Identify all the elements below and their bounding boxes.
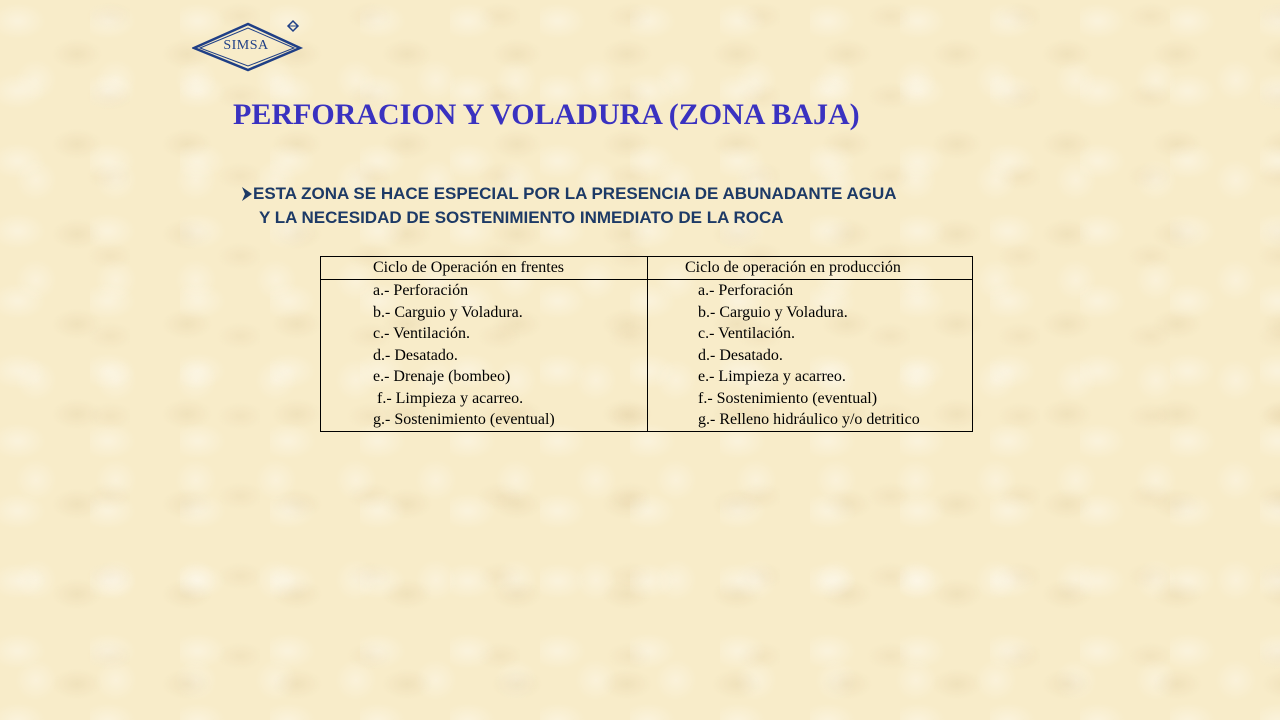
list-item: b.- Carguio y Voladura.: [373, 303, 523, 321]
list-item: e.- Limpieza y acarreo.: [698, 368, 846, 385]
list-item: a.- Perforación: [373, 282, 469, 299]
bullet-paragraph: [241, 182, 1071, 230]
bullet-line-2: Y LA NECESIDAD DE SOSTENIMIENTO INMEDIATO DE LA ROCA: [259, 208, 784, 227]
list-item: g.- Relleno hidráulico y/o detritico: [698, 411, 920, 428]
header-frentes: Ciclo de Operación en frentes: [321, 257, 648, 280]
page-title: PERFORACION Y VOLADURA (ZONA BAJA): [233, 98, 860, 131]
arrow-bullet-icon: [241, 186, 253, 202]
operations-table: [320, 256, 973, 432]
list-item: b.- Carguio y Voladura.: [698, 303, 848, 321]
list-item: c.- Ventilación.: [373, 325, 471, 342]
table-header-row: [321, 257, 973, 280]
column-produccion: [648, 280, 973, 432]
simsa-logo: [192, 18, 304, 74]
column-frentes: [321, 280, 648, 432]
list-item: f.- Sostenimiento (eventual): [698, 389, 878, 407]
list-item: g.- Sostenimiento (eventual): [373, 411, 555, 428]
list-item: e.- Drenaje (bombeo): [373, 368, 511, 385]
header-produccion: Ciclo de operación en producción: [648, 257, 973, 280]
list-item: d.- Desatado.: [373, 346, 458, 364]
table-body-row: [321, 280, 973, 432]
logo-text: SIMSA: [223, 38, 269, 53]
list-item: f.- Limpieza y acarreo.: [373, 389, 524, 407]
list-item: a.- Perforación: [698, 282, 794, 299]
list-item: d.- Desatado.: [698, 346, 783, 364]
bullet-line-1: ESTA ZONA SE HACE ESPECIAL POR LA PRESENCIA DE ABUNADANTE AGUA: [253, 184, 897, 203]
list-item: c.- Ventilación.: [698, 325, 796, 342]
